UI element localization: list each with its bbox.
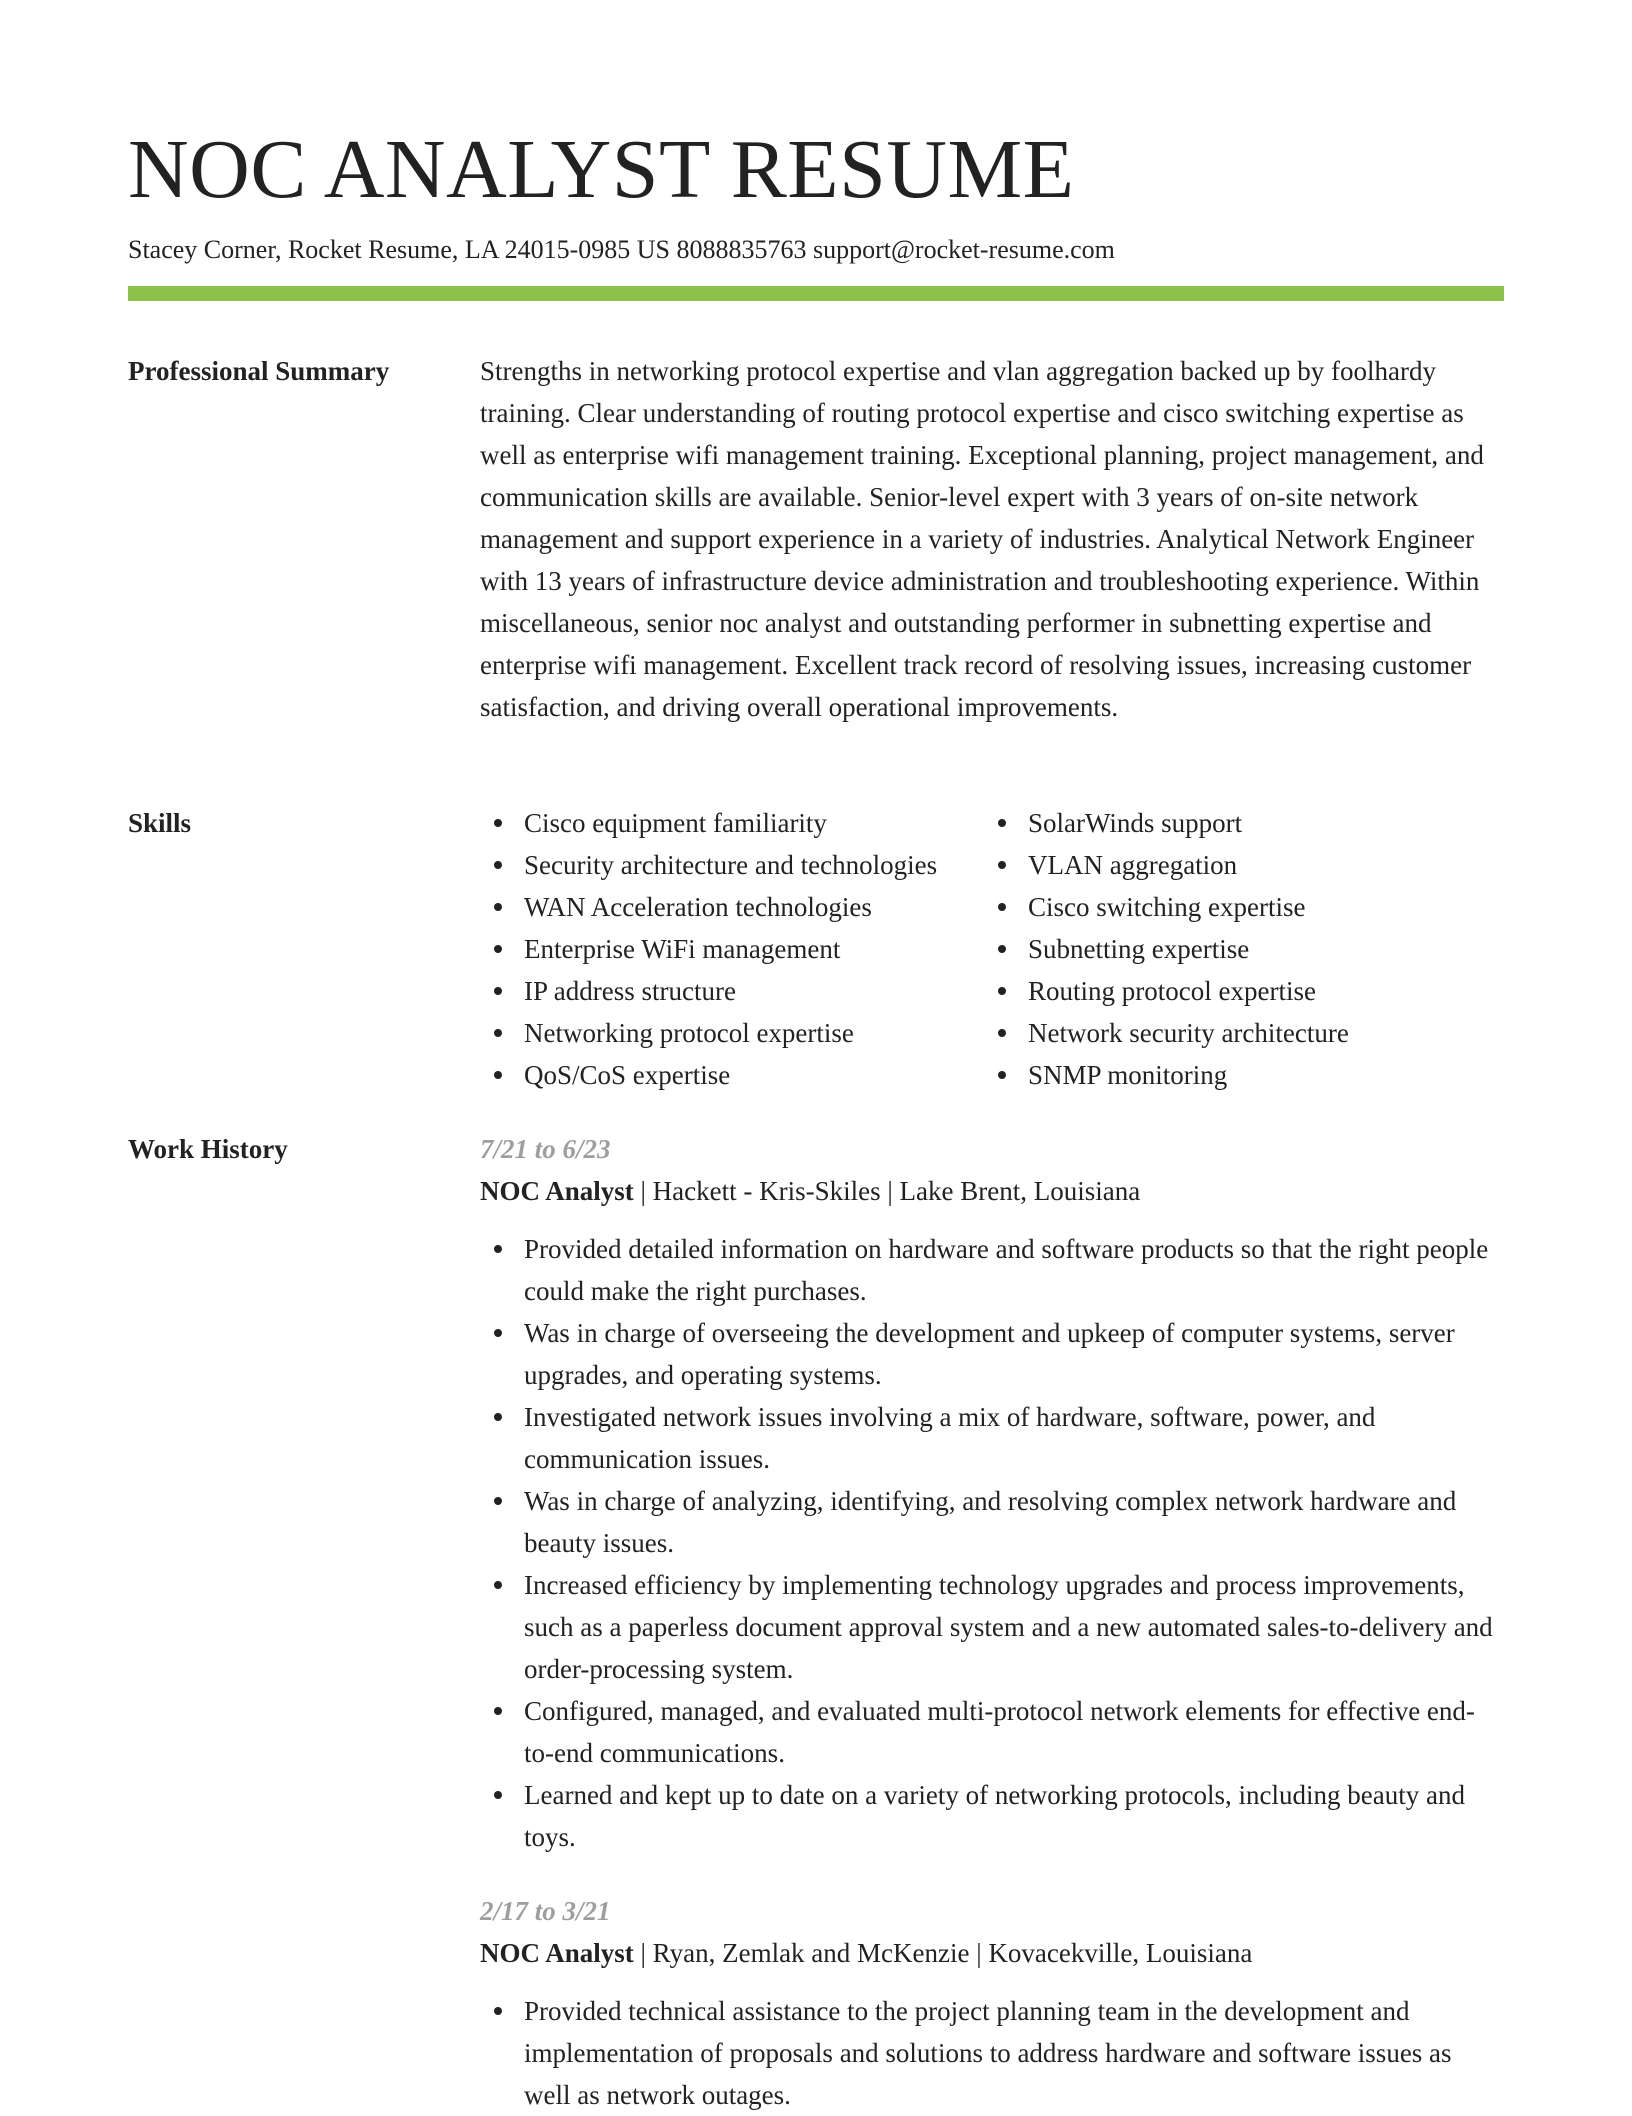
header-divider bbox=[128, 286, 1504, 301]
summary-heading: Professional Summary bbox=[128, 356, 390, 386]
job-bullet: Provided technical assistance to the project planning team in the development and implementation of proposals and solutions to address hardware and software issues as well as network outages. bbox=[480, 1990, 1504, 2116]
job-bullet: Learned and kept up to date on a variety of networking protocols, including beauty and toys. bbox=[480, 1774, 1504, 1858]
job-bullet: Increased efficiency by implementing technology upgrades and process improvements, such as a paperless document approval system and a new automated sales-to-delivery and order-processing system. bbox=[480, 1564, 1504, 1690]
job-bullet: Was in charge of analyzing, identifying, and resolving complex network hardware and beauty issues. bbox=[480, 1480, 1504, 1564]
skill-item: Security architecture and technologies bbox=[480, 844, 980, 886]
skill-item: Cisco equipment familiarity bbox=[480, 802, 980, 844]
work-history-heading: Work History bbox=[128, 1134, 288, 1164]
skills-list-right bbox=[984, 802, 1504, 1096]
job-dates: 2/17 to 3/21 bbox=[480, 1896, 611, 1926]
skill-item: Enterprise WiFi management bbox=[480, 928, 980, 970]
job-bullet: Configured, managed, and evaluated multi-protocol network elements for effective end-to-end communications. bbox=[480, 1690, 1504, 1774]
job-bullet: Provided detailed information on hardware and software products so that the right people could make the right purchases. bbox=[480, 1228, 1504, 1312]
skill-item: IP address structure bbox=[480, 970, 980, 1012]
skill-item: SolarWinds support bbox=[984, 802, 1504, 844]
job-bullets bbox=[480, 1228, 1504, 1858]
work-history-section bbox=[480, 1128, 1504, 2116]
job-bullets bbox=[480, 1990, 1504, 2116]
job-entry bbox=[480, 1128, 1504, 1858]
job-bullet: Investigated network issues involving a mix of hardware, software, power, and communication issues. bbox=[480, 1396, 1504, 1480]
skill-item: Cisco switching expertise bbox=[984, 886, 1504, 928]
skill-item: Routing protocol expertise bbox=[984, 970, 1504, 1012]
job-title: NOC Analyst bbox=[480, 1176, 634, 1206]
summary-text: Strengths in networking protocol expertise and vlan aggregation backed up by foolhardy training. Clear understanding of routing protocol expertise and cisco switching expertise as well as enterprise wifi management training. Exceptional planning, project management, and communication skills are available. Senior-level expert with 3 years of on-site network management and support experience in a variety of industries. Analytical Network Engineer with 13 years of infrastructure device administration and troubleshooting experience. Within miscellaneous, senior noc analyst and outstanding performer in subnetting expertise and enterprise wifi management. Excellent track record of resolving issues, increasing customer satisfaction, and driving overall operational improvements. bbox=[480, 356, 1484, 722]
job-dates: 7/21 to 6/23 bbox=[480, 1134, 611, 1164]
job-entry bbox=[480, 1890, 1504, 2116]
skills-heading: Skills bbox=[128, 808, 192, 838]
resume-title: NOC ANALYST RESUME bbox=[128, 123, 1075, 216]
skills-list-left bbox=[480, 802, 980, 1096]
skill-item: Network security architecture bbox=[984, 1012, 1504, 1054]
skill-item: VLAN aggregation bbox=[984, 844, 1504, 886]
job-bullet: Was in charge of overseeing the development and upkeep of computer systems, server upgrades, and operating systems. bbox=[480, 1312, 1504, 1396]
skills-section bbox=[480, 802, 1504, 1096]
skill-item: SNMP monitoring bbox=[984, 1054, 1504, 1096]
job-header bbox=[480, 1170, 1504, 1212]
job-details: | Hackett - Kris-Skiles | Lake Brent, Louisiana bbox=[633, 1176, 1141, 1206]
job-details: | Ryan, Zemlak and McKenzie | Kovacekville, Louisiana bbox=[633, 1938, 1253, 1968]
skill-item: Networking protocol expertise bbox=[480, 1012, 980, 1054]
skill-item: QoS/CoS expertise bbox=[480, 1054, 980, 1096]
contact-line: Stacey Corner, Rocket Resume, LA 24015-0985 US 8088835763 support@rocket-resume.com bbox=[128, 235, 1115, 264]
job-header bbox=[480, 1932, 1504, 1974]
job-title: NOC Analyst bbox=[480, 1938, 634, 1968]
summary-section bbox=[480, 350, 1504, 728]
skill-item: WAN Acceleration technologies bbox=[480, 886, 980, 928]
skill-item: Subnetting expertise bbox=[984, 928, 1504, 970]
